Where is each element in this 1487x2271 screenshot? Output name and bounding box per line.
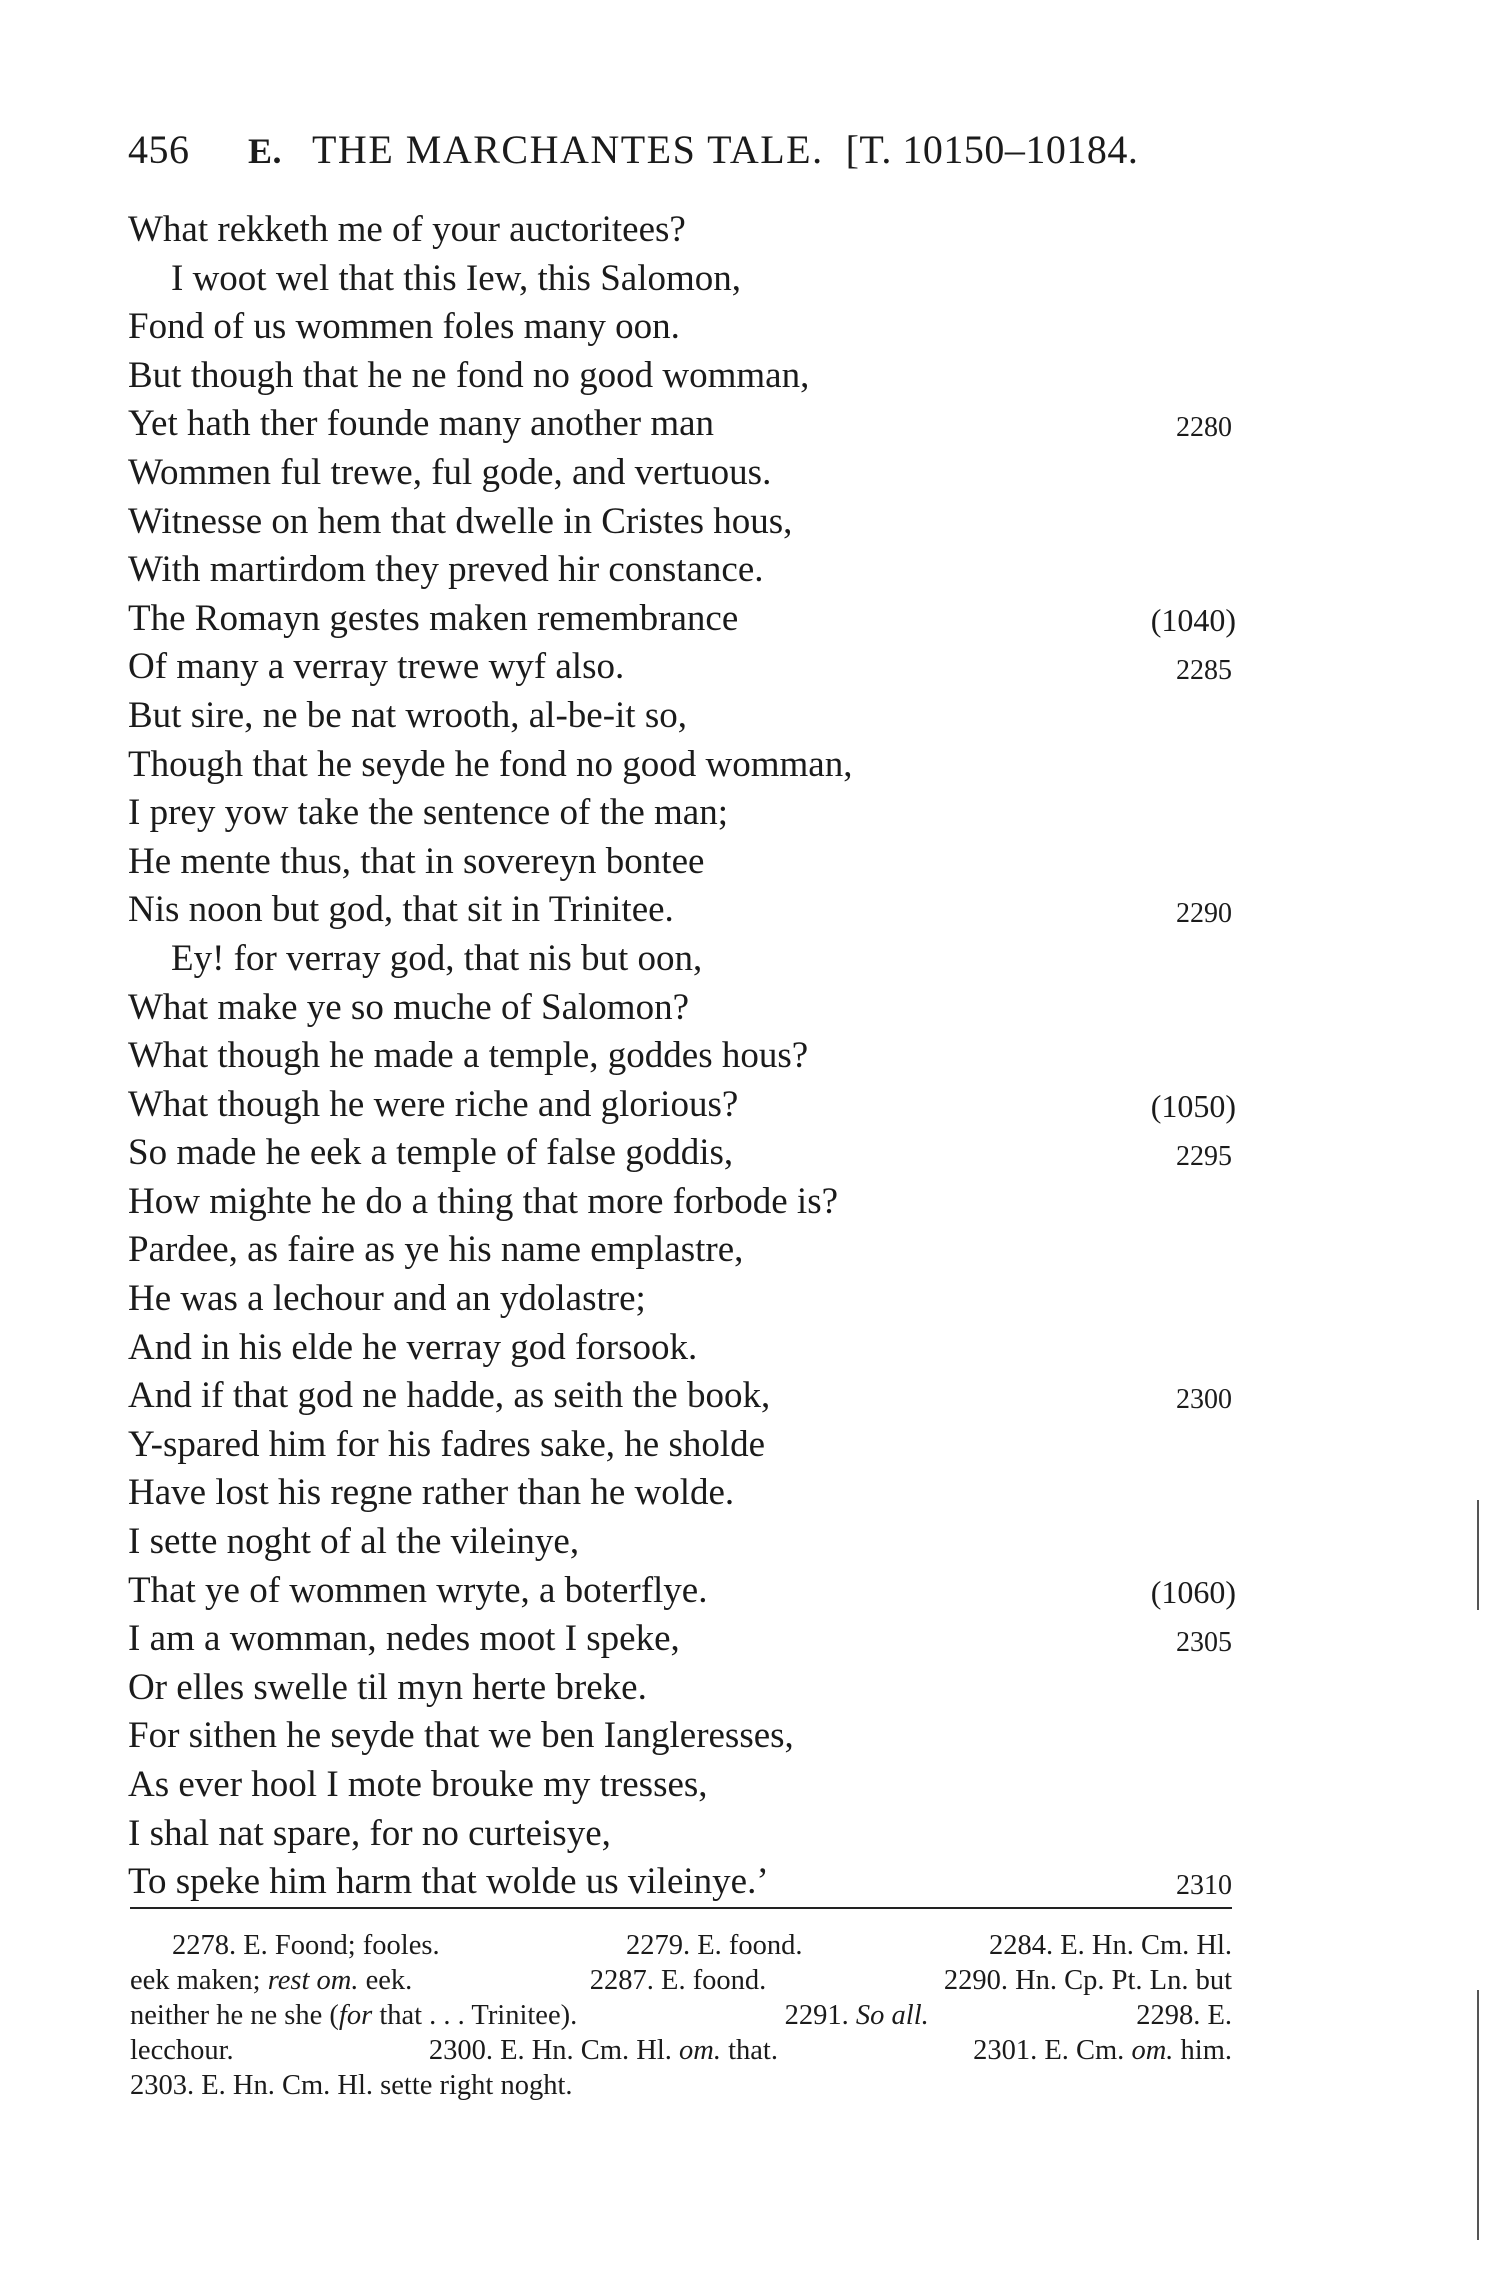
running-title: THE MARCHANTES TALE. [312,127,824,172]
scan-edge-mark [1477,1500,1479,1610]
verse-line [128,352,1248,401]
verse-text: What rekketh me of your auctoritees? [128,209,686,250]
footnote: 2301. E. Cm. om. him. [973,2035,1232,2066]
verse-text: For sithen he seyde that we ben Iangleresses, [128,1715,794,1757]
footnote-rule [130,1907,1232,1909]
footnote: 2287. E. foond. [589,1965,767,1996]
verse-line [128,1858,1248,1907]
verse-text: Nis noon but god, that sit in Trinitee. [128,889,674,931]
verse-line [128,1712,1248,1761]
footnote: eek maken; rest om. eek. [130,1965,413,1996]
verse-text: And in his elde he verray god forsook. [128,1326,698,1368]
verse-text: That ye of wommen wryte, a boterflye. [128,1569,708,1611]
verse-text: Though that he seyde he fond no good womman, [128,743,853,785]
verse-text: Or elles swelle til myn herte breke. [128,1666,647,1708]
verse-text: To speke him harm that wolde us vileinye.’ [128,1861,769,1903]
verse-text: He mente thus, that in sovereyn bontee [128,840,705,882]
verse-line [128,1129,1248,1178]
verse-text: Yet hath ther founde many another man [128,403,715,445]
verse-text: I am a womman, nedes moot I speke, [128,1618,680,1660]
verse-line [128,546,1248,595]
line-number: 2300 [1176,1384,1232,1416]
verse-line [128,400,1248,449]
line-number: 2285 [1176,655,1232,687]
verse-line [128,984,1248,1033]
verse-line [128,741,1248,790]
verse-line [128,1372,1248,1421]
verse-text: How mighte he do a thing that more forbode is? [128,1180,839,1222]
footnote: lecchour. [130,2035,234,2066]
verse-text: Of many a verray trewe wyf also. [128,646,625,688]
footnote: 2303. E. Hn. Cm. Hl. sette right noght. [130,2070,573,2101]
verse-line [128,1810,1248,1859]
verse-line [128,498,1248,547]
line-number: 2295 [1176,1141,1232,1173]
footnotes [130,1928,1232,2103]
line-number: 2310 [1176,1870,1232,1902]
verse-text: Witnesse on hem that dwelle in Cristes hous, [128,500,793,542]
page-number: 456 [128,127,190,172]
footnote: 2278. E. Foond; fooles. [172,1930,440,1961]
scan-edge-mark [1477,1990,1479,2240]
footnote-row [130,1963,1232,1998]
verse-text: The Romayn gestes maken remembrance [128,597,739,639]
verse-line [128,303,1248,352]
verse-text: And if that god ne hadde, as seith the book, [128,1375,771,1417]
verse-text: What though he made a temple, goddes hous? [128,1035,809,1077]
verse-line [128,1469,1248,1518]
line-number: 2280 [1176,412,1232,444]
verse-line [128,1032,1248,1081]
verse-text: Pardee, as faire as ye his name emplastre, [128,1229,744,1271]
verse-line [128,1178,1248,1227]
line-number: (1050) [1150,1087,1236,1124]
verse-text: As ever hool I mote brouke my tresses, [128,1764,708,1805]
verse-text: Have lost his regne rather than he wolde. [128,1472,735,1514]
verse-line [128,1615,1248,1664]
line-range: [T. 10150–10184. [845,127,1139,172]
footnote: 2279. E. foond. [626,1930,803,1961]
verse-text: But though that he ne fond no good womman, [128,354,810,396]
verse-text: I prey yow take the sentence of the man; [128,792,728,834]
verse-line [128,255,1248,304]
verse-text: I shal nat spare, for no curteisye, [128,1812,611,1854]
footnote-row [130,1998,1232,2033]
verse-line [128,935,1248,984]
verse-line [128,1324,1248,1373]
verse-text: What make ye so muche of Salomon? [128,986,689,1028]
verse-line [128,886,1248,935]
verse-line [128,1421,1248,1470]
footnote: 2290. Hn. Cp. Pt. Ln. but [943,1965,1232,1996]
verse-line [128,449,1248,498]
verse-text: I woot wel that this Iew, this Salomon, [171,257,742,299]
verse-line [128,692,1248,741]
verse-line [128,1664,1248,1713]
verse-line [128,1567,1248,1616]
footnote: 2291. So all. [784,2000,929,2031]
footnote: 2300. E. Hn. Cm. Hl. om. that. [428,2035,778,2066]
verse-text: But sire, ne be nat wrooth, al-be-it so, [128,694,687,736]
verse-line [128,1761,1248,1810]
verse-text: Wommen ful trewe, ful gode, and vertuous. [128,451,772,493]
verse-text: I sette noght of al the vileinye, [128,1521,580,1563]
verse-line [128,1518,1248,1567]
verse-text: With martirdom they preved hir constance. [128,549,764,591]
verse-text: Ey! for verray god, that nis but oon, [171,937,703,979]
verse-line [128,206,1248,255]
verse-text: Y-spared him for his fadres sake, he sholde [128,1423,766,1465]
poem-text [128,206,1248,1907]
verse-line [128,1275,1248,1324]
verse-line [128,789,1248,838]
line-number: 2290 [1176,898,1232,930]
verse-text: What though he were riche and glorious? [128,1083,739,1125]
footnote-row [130,2068,1232,2103]
line-number: 2305 [1176,1627,1232,1659]
running-header [128,122,1243,179]
footnote-row [130,2033,1232,2068]
verse-line [128,1081,1248,1130]
verse-line [128,1226,1248,1275]
footnote: 2284. E. Hn. Cm. Hl. [988,1930,1232,1961]
footnote: 2298. E. [1136,2000,1232,2031]
verse-line [128,595,1248,644]
footnote: neither he ne she (for that . . . Trinitee). [130,2000,578,2031]
verse-line [128,838,1248,887]
verse-line [128,643,1248,692]
verse-text: So made he eek a temple of false goddis, [128,1132,734,1174]
verse-text: He was a lechour and an ydolastre; [128,1278,646,1320]
line-number: (1040) [1150,601,1236,638]
section-letter: E. [248,131,283,171]
footnote-row [130,1928,1232,1963]
verse-text: Fond of us wommen foles many oon. [128,306,680,348]
line-number: (1060) [1150,1573,1236,1610]
